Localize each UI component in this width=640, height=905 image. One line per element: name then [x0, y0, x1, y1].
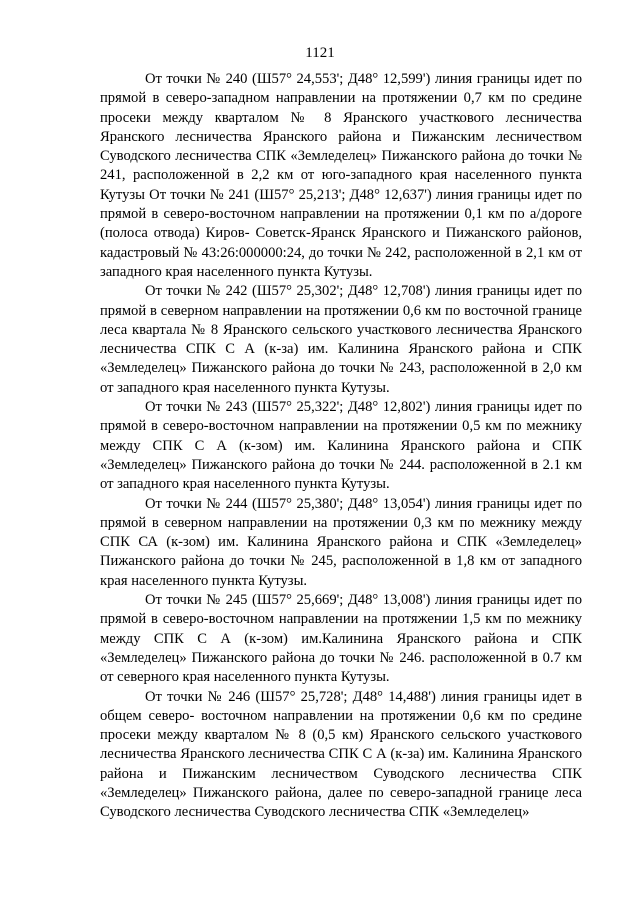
page-number: 1121: [305, 45, 335, 61]
paragraph-point-245: От точки № 245 (Ш57° 25,669'; Д48° 13,008') линия границы идет по прямой в северо-восточном направлении на протяжении 1,5 км по межнику между СПК С А (к-зом) им.Калинина Яранского района и СПК «Земледелец» Пижанского района до точки № 246. расположенной в 0.7 км от северного края населенного пункта Кутузы.: [100, 592, 582, 686]
paragraph-point-246: От точки № 246 (Ш57° 25,728'; Д48° 14,488') линия границы идет в общем северо- восточном направлении на протяжении 0,6 км по средине просеки между кварталом № 8 (0,5 км) Яранского сельского участкового лесничества Яранского лесничества СПК С А (к-за) им. Калинина Яранского района и Пижанским лесничеством Суводского лесничества СПК «Земледелец» Пижанского района, далее по северо-западной границе леса Суводского лесничества Суводского лесничества СПК «Земледелец»: [100, 688, 582, 821]
paragraph-point-243: От точки № 243 (Ш57° 25,322'; Д48° 12,802') линия границы идет по прямой в северо-восточном направлении на протяжении 0,5 км по межнику между СПК С А (к-зом) им. Калинина Яранского района и СПК «Земледелец» Пижанского района до точки № 244. расположенной в 2.1 км от западного края населенного пункта Кутузы.: [100, 399, 582, 493]
paragraph-point-242: От точки № 242 (Ш57° 25,302'; Д48° 12,708') линия границы идет по прямой в северном направлении на протяжении 0,6 км по восточной границе леса квартала № 8 Яранского сельского участкового лесничества Яранского лесничества СПК С А (к-за) им. Калинина Яранского района и СПК «Земледелец» Пижанского района до точки № 243, расположенной в 2,0 км от западного края населенного пункта Кутузы.: [100, 283, 582, 396]
paragraph-point-244: От точки № 244 (Ш57° 25,380'; Д48° 13,054') линия границы идет по прямой в северном направлении на протяжении 0,3 км по межнику между СПК СА (к-зом) им. Калинина Яранского района и СПК «Земледелец» Пижанского района до точки № 245, расположенной в 1,8 км от западного края населенного пункта Кутузы.: [100, 495, 582, 589]
paragraph-point-240: От точки № 240 (Ш57° 24,553'; Д48° 12,599') линия границы идет по прямой в северо-западном направлении на протяжении 0,7 км по средине просеки между кварталом № 8 Яранского участкового лесничества Яранского лесничества Яранского района и Пижанским лесничеством Суводского лесничества СПК «Земледелец» Пижанского района до точки № 241, расположенной в 2,2 км от юго-западного края населенного пункта Кутузы От точки № 241 (Ш57° 25,213'; Д48° 12,637') линия границы идет по прямой в северо-восточном направлении на протяжении 0,1 км по а/дороге (полоса отвода) Киров- Советск-Яранск Яранского и Пижанского районов, кадастровый № 43:26:000000:24, до точки № 242, расположенной в 2,1 км от западного края населенного пункта Кутузы.: [100, 71, 582, 280]
document-body: [100, 70, 582, 823]
